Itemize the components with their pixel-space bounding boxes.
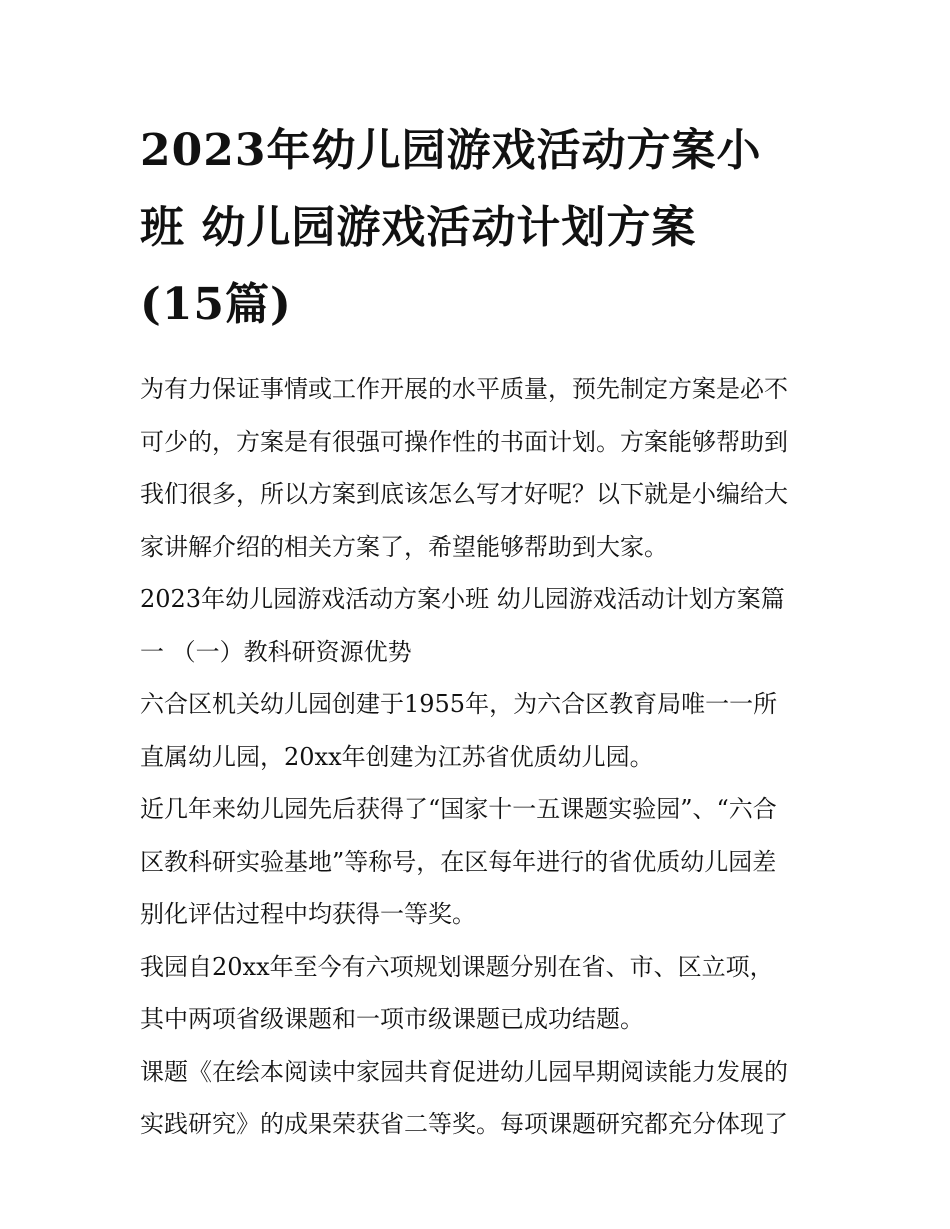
body-line: 我园自20xx年至今有六项规划课题分别在省、市、区立项， (140, 952, 774, 981)
body-line: 课题《在绘本阅读中家园共育促进幼儿园早期阅读能力发展的 (140, 1057, 788, 1086)
body-line: 家讲解介绍的相关方案了，希望能够帮助到大家。 (140, 532, 668, 561)
title-line: 班 幼儿园游戏活动计划方案 (140, 202, 697, 253)
body-line: 实践研究》的成果荣获省二等奖。每项课题研究都充分体现了 (140, 1110, 788, 1138)
body-line: 可少的，方案是有很强可操作性的书面计划。方案能够帮助到 (140, 427, 788, 456)
document-page (140, 0, 820, 1151)
body-line: 一 （一）教科研资源优势 (140, 637, 412, 666)
body-line: 我们很多，所以方案到底该怎么写才好呢？以下就是小编给大 (140, 480, 788, 508)
body-line: 别化评估过程中均获得一等奖。 (140, 900, 476, 928)
body-line: 近几年来幼儿园先后获得了“国家十一五课题实验园”、“六合 (140, 795, 777, 823)
body-line: 2023年幼儿园游戏活动方案小班 幼儿园游戏活动计划方案篇 (140, 585, 785, 613)
title-line: (15篇) (140, 279, 292, 330)
body-line: 区教科研实验基地”等称号，在区每年进行的省优质幼儿园差 (140, 847, 777, 876)
title-line: 2023年幼儿园游戏活动方案小 (140, 125, 762, 176)
body-line: 直属幼儿园，20xx年创建为江苏省优质幼儿园。 (140, 742, 654, 771)
document-body (140, 363, 820, 1151)
body-line: 六合区机关幼儿园创建于1955年，为六合区教育局唯一一所 (140, 690, 778, 718)
body-line: 为有力保证事情或工作开展的水平质量，预先制定方案是必不 (140, 375, 788, 403)
document-title (140, 112, 820, 343)
body-line: 其中两项省级课题和一项市级课题已成功结题。 (140, 1005, 644, 1033)
